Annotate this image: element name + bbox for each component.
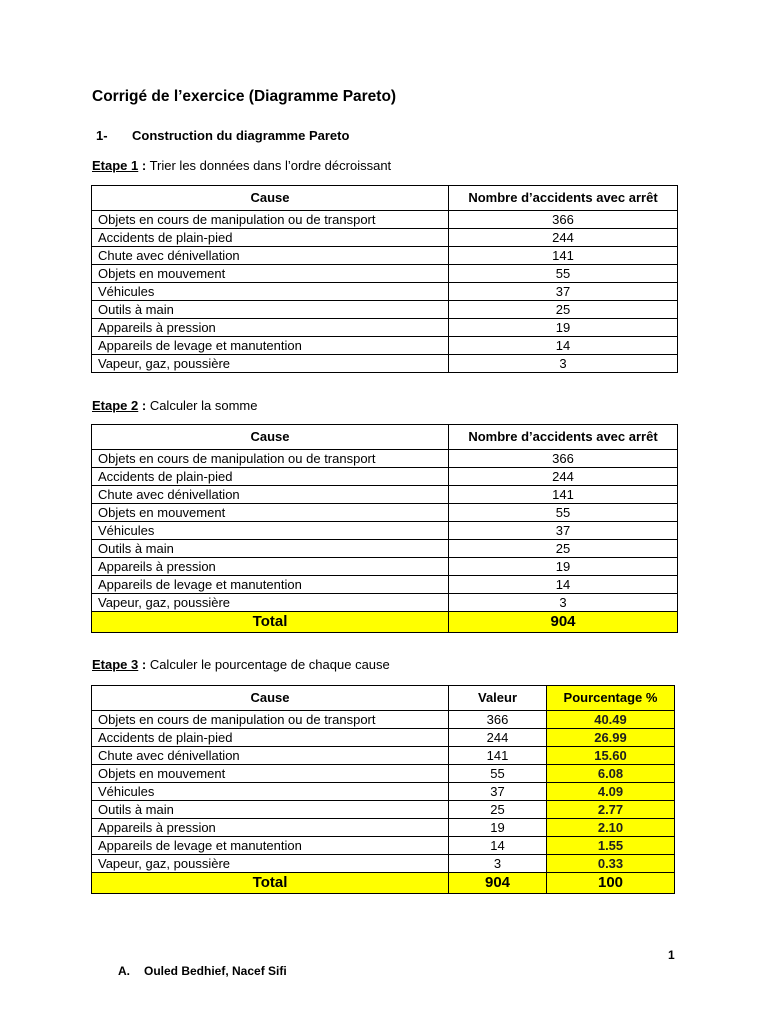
cause-cell: Vapeur, gaz, poussière (92, 355, 449, 373)
value-cell: 366 (449, 711, 547, 729)
table-row (92, 594, 678, 612)
cause-cell: Appareils à pression (92, 558, 449, 576)
percentage-cell: 0.33 (547, 855, 675, 873)
total-row (92, 873, 675, 894)
table-row (92, 765, 675, 783)
table-row (92, 819, 675, 837)
table-row (92, 247, 678, 265)
table-row (92, 229, 678, 247)
table-row (92, 504, 678, 522)
table-row (92, 540, 678, 558)
cause-cell: Véhicules (92, 783, 449, 801)
header-valeur: Valeur (449, 686, 547, 711)
value-cell: 37 (449, 283, 678, 301)
cause-cell: Chute avec dénivellation (92, 486, 449, 504)
value-cell: 37 (449, 522, 678, 540)
document-title: Corrigé de l’exercice (Diagramme Pareto) (92, 88, 397, 105)
cause-cell: Appareils de levage et manutention (92, 337, 449, 355)
cause-cell: Chute avec dénivellation (92, 247, 449, 265)
table-row (92, 355, 678, 373)
total-value: 904 (449, 612, 678, 633)
table-sum (91, 424, 678, 633)
table-row (92, 711, 675, 729)
value-cell: 14 (449, 837, 547, 855)
value-cell: 14 (449, 576, 678, 594)
table-row (92, 837, 675, 855)
header-accidents: Nombre d’accidents avec arrêt (449, 186, 678, 211)
cause-cell: Objets en mouvement (92, 265, 449, 283)
value-cell: 25 (449, 540, 678, 558)
cause-cell: Véhicules (92, 283, 449, 301)
value-cell: 37 (449, 783, 547, 801)
table-row (92, 522, 678, 540)
value-cell: 55 (449, 765, 547, 783)
cause-cell: Vapeur, gaz, poussière (92, 855, 449, 873)
cause-cell: Appareils de levage et manutention (92, 576, 449, 594)
percentage-cell: 40.49 (547, 711, 675, 729)
step-label: Etape 3 (92, 657, 139, 672)
header-pourcentage: Pourcentage % (547, 686, 675, 711)
table-row (92, 265, 678, 283)
cause-cell: Vapeur, gaz, poussière (92, 594, 449, 612)
table-row (92, 211, 678, 229)
section-label: Construction du diagramme Pareto (132, 128, 350, 143)
table-row (92, 855, 675, 873)
section-number: 1- (96, 128, 108, 143)
value-cell: 3 (449, 594, 678, 612)
table-row (92, 747, 675, 765)
table-row (92, 468, 678, 486)
table-row (92, 337, 678, 355)
cause-cell: Chute avec dénivellation (92, 747, 449, 765)
cause-cell: Outils à main (92, 801, 449, 819)
cause-cell: Objets en cours de manipulation ou de transport (92, 711, 449, 729)
value-cell: 14 (449, 337, 678, 355)
percentage-cell: 6.08 (547, 765, 675, 783)
step-text: Calculer la somme (146, 398, 258, 413)
step-colon: : (138, 398, 147, 413)
value-cell: 19 (449, 819, 547, 837)
table-row (92, 558, 678, 576)
cause-cell: Accidents de plain-pied (92, 229, 449, 247)
total-label: Total (92, 873, 449, 894)
value-cell: 55 (449, 265, 678, 283)
total-label: Total (92, 612, 449, 633)
table-sorted (91, 185, 678, 373)
total-row (92, 612, 678, 633)
cause-cell: Véhicules (92, 522, 449, 540)
cause-cell: Accidents de plain-pied (92, 468, 449, 486)
cause-cell: Objets en cours de manipulation ou de transport (92, 450, 449, 468)
value-cell: 366 (449, 450, 678, 468)
value-cell: 141 (449, 486, 678, 504)
value-cell: 366 (449, 211, 678, 229)
percentage-cell: 2.77 (547, 801, 675, 819)
step-text: Calculer le pourcentage de chaque cause (146, 657, 390, 672)
cause-cell: Objets en mouvement (92, 504, 449, 522)
value-cell: 25 (449, 301, 678, 319)
table-row (92, 729, 675, 747)
table-percentage (91, 685, 675, 894)
step-2-heading (92, 398, 257, 413)
page-number: 1 (668, 948, 675, 962)
footer-authors (118, 964, 287, 978)
step-colon: : (138, 158, 147, 173)
cause-cell: Outils à main (92, 301, 449, 319)
table-row (92, 576, 678, 594)
total-value: 904 (449, 873, 547, 894)
cause-cell: Appareils de levage et manutention (92, 837, 449, 855)
cause-cell: Outils à main (92, 540, 449, 558)
table-row (92, 319, 678, 337)
table-row (92, 801, 675, 819)
percentage-cell: 2.10 (547, 819, 675, 837)
table-row (92, 486, 678, 504)
value-cell: 244 (449, 729, 547, 747)
footer-names: Ouled Bedhief, Nacef Sifi (144, 964, 287, 978)
step-label: Etape 2 (92, 398, 139, 413)
table-row (92, 783, 675, 801)
cause-cell: Objets en cours de manipulation ou de transport (92, 211, 449, 229)
value-cell: 244 (449, 229, 678, 247)
value-cell: 141 (449, 247, 678, 265)
cause-cell: Appareils à pression (92, 819, 449, 837)
cause-cell: Appareils à pression (92, 319, 449, 337)
header-cause: Cause (92, 686, 449, 711)
percentage-cell: 26.99 (547, 729, 675, 747)
step-colon: : (138, 657, 147, 672)
table-row (92, 283, 678, 301)
value-cell: 19 (449, 558, 678, 576)
step-text: Trier les données dans l’ordre décroissant (146, 158, 392, 173)
header-accidents: Nombre d’accidents avec arrêt (449, 425, 678, 450)
step-1-heading (92, 158, 391, 173)
table-row (92, 301, 678, 319)
value-cell: 141 (449, 747, 547, 765)
value-cell: 3 (449, 855, 547, 873)
header-cause: Cause (92, 186, 449, 211)
section-heading (96, 128, 349, 143)
value-cell: 244 (449, 468, 678, 486)
cause-cell: Objets en mouvement (92, 765, 449, 783)
percentage-cell: 1.55 (547, 837, 675, 855)
value-cell: 19 (449, 319, 678, 337)
step-label: Etape 1 (92, 158, 139, 173)
header-cause: Cause (92, 425, 449, 450)
value-cell: 3 (449, 355, 678, 373)
footer-letter: A. (118, 964, 130, 978)
total-percentage: 100 (547, 873, 675, 894)
percentage-cell: 15.60 (547, 747, 675, 765)
step-3-heading (92, 657, 390, 672)
value-cell: 55 (449, 504, 678, 522)
cause-cell: Accidents de plain-pied (92, 729, 449, 747)
table-row (92, 450, 678, 468)
percentage-cell: 4.09 (547, 783, 675, 801)
value-cell: 25 (449, 801, 547, 819)
